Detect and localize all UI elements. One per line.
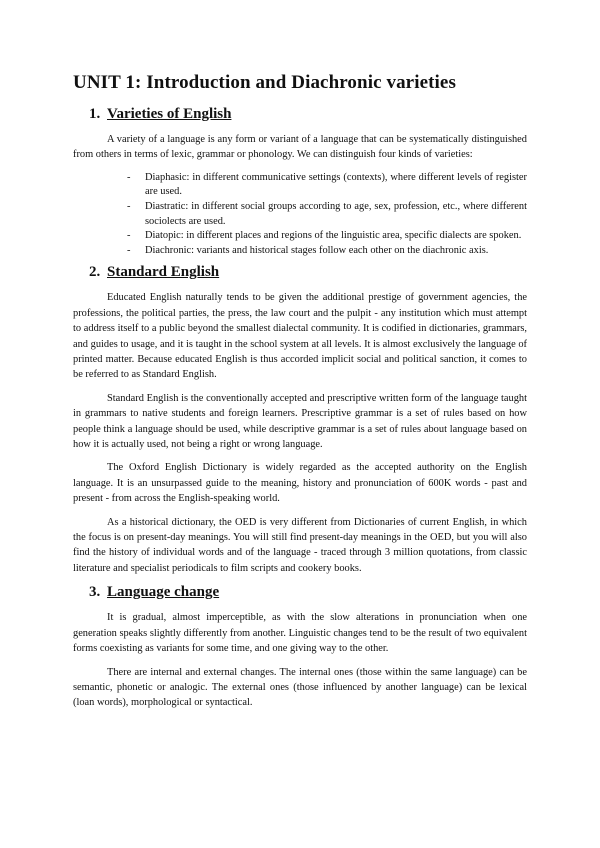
page-title: UNIT 1: Introduction and Diachronic varieties xyxy=(73,72,456,93)
paragraph: Educated English naturally tends to be given the additional prestige of government agencies, the professions, the political parties, the press, the law court and the pulpit - any institution which must attempt to address itself to a public beyond the smallest dialectal community. It is codified in dictionaries, grammars, and guides to usage, and it is taught in the school system at all levels. It is almost exclusively the language of printed matter. Because educated English is thus accorded implicit social and political sanction, it comes to be referred to as Standard English. xyxy=(73,292,527,381)
list-item-text: Diachronic: variants and historical stages follow each other on the diachronic axis. xyxy=(145,244,489,256)
section-title: Language change xyxy=(107,584,220,601)
paragraph: It is gradual, almost imperceptible, as with the slow alterations in pronunciation when one generation speaks slightly differently from another. Linguistic changes tend to be the result of two equivalent forms coexisting as variants for some time, and one giving way to the other. xyxy=(73,612,527,655)
list-item-text: Diastratic: in different social groups according to age, sex, profession, etc., where different sociolects are used. xyxy=(145,201,527,227)
section-heading xyxy=(89,264,527,281)
section-number: 1. xyxy=(89,106,101,122)
list-item xyxy=(127,171,527,200)
section-number: 3. xyxy=(89,584,101,601)
section-title: Varieties of English xyxy=(107,106,232,122)
list-item xyxy=(127,200,527,229)
dash-bullet: - xyxy=(127,244,131,256)
paragraph: A variety of a language is any form or variant of a language that can be systematically distinguished from others in terms of lexic, grammar or phonology. We can distinguish four kinds of varieties: xyxy=(73,134,527,161)
dash-bullet: - xyxy=(127,201,131,212)
varieties-list xyxy=(73,171,527,259)
section-heading xyxy=(89,584,527,601)
section-number: 2. xyxy=(89,264,101,281)
section-language-change xyxy=(73,584,527,710)
list-item xyxy=(127,229,527,244)
dash-bullet: - xyxy=(127,230,131,242)
spacer xyxy=(73,258,527,262)
list-item-text: Diaphasic: in different communicative settings (contexts), where different levels of register are used. xyxy=(145,171,527,198)
paragraph: There are internal and external changes. The internal ones (those within the same language) can be semantic, phonetic or analogic. The external ones (those influenced by another language) can be lexical (loan words), morphological or syntactical. xyxy=(73,666,527,709)
list-item-text: Diatopic: in different places and regions of the linguistic area, specific dialects are spoken. xyxy=(145,230,522,242)
paragraph: As a historical dictionary, the OED is very different from Dictionaries of current English, in which the focus is on present-day meanings. You will still find present-day meanings in the OED, but you will also find the history of individual words and of the language - traced through 3 million quotations, from classic literature and specialist periodicals to film scripts and cookery books. xyxy=(73,516,527,574)
section-standard-english xyxy=(73,264,527,576)
list-item xyxy=(127,244,527,259)
paragraph: Standard English is the conventionally accepted and prescriptive written form of the language taught in grammars to native students and foreign learners. Prescriptive grammar is a set of rules based on how people think a language should be used, while descriptive grammar is a set of rules about language based on how it is actually used, not being a right or wrong language. xyxy=(73,392,527,451)
section-heading xyxy=(89,106,527,123)
dash-bullet: - xyxy=(127,171,131,183)
paragraph: The Oxford English Dictionary is widely regarded as the accepted authority on the English language. It is an unsurpassed guide to the meaning, history and pronunciation of 600K words - past and present - from across the English-speaking world. xyxy=(73,462,527,505)
section-title: Standard English xyxy=(107,264,220,281)
section-varieties-of-english xyxy=(73,106,527,258)
